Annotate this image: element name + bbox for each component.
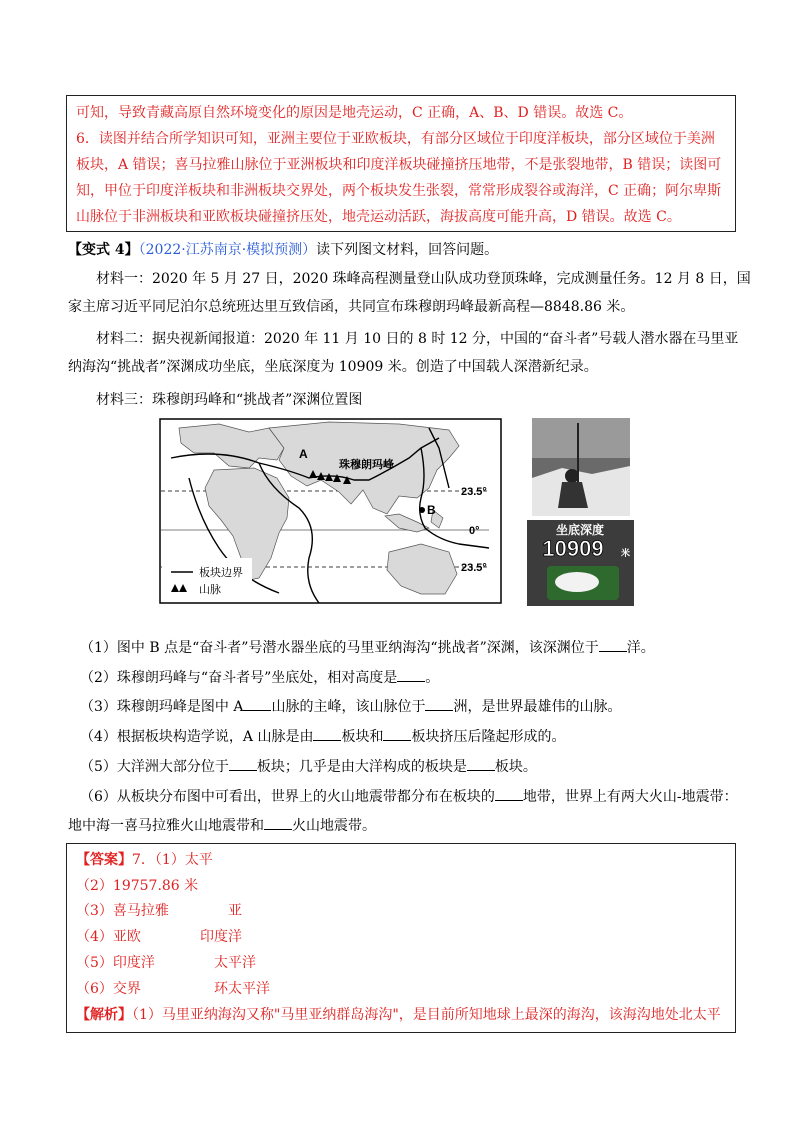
material-one-line-2: 家主席习近平同尼泊尔总统班达里互致信函，共同宣布珠穆朗玛峰最新高程—8848.86 米。 (68, 299, 635, 315)
answer-blank[interactable] (264, 815, 292, 830)
q1-text: （1）图中 B 点是“奋斗者”号潜水器坐底的马里亚纳海沟“挑战者”深渊，该深渊位于 (80, 640, 599, 656)
sub-question-6 (80, 786, 738, 807)
prev-answer-line: 知，甲位于印度洋板块和非洲板块交界处，两个板块发生张裂，常常形成裂谷或海洋，C 正确；阿尔卑斯 (76, 183, 722, 199)
answer-4b: 印度洋 (200, 929, 242, 945)
answer-blank[interactable] (313, 726, 341, 741)
answer-blank[interactable] (425, 696, 453, 711)
answer-1: 7．（1）太平 (132, 852, 213, 868)
depth-photo (527, 520, 634, 606)
prev-answer-line: 6．读图并结合所学知识可知，亚洲主要位于亚欧板块，有部分区域位于印度洋板块，部分区域位于美洲 (76, 131, 715, 147)
answer-blank[interactable] (243, 696, 271, 711)
answer-blank[interactable] (495, 786, 523, 801)
answer-label: 【答案】 (76, 852, 132, 868)
material-three-title: 材料三：珠穆朗玛峰和“挑战者”深渊位置图 (96, 392, 363, 408)
sub-question-1 (80, 637, 655, 658)
legend-boundary-label: 板块边界 (199, 566, 243, 579)
depth-unit: 米 (621, 549, 631, 559)
q4-text-end: 板块挤压后隆起形成的。 (411, 729, 566, 745)
label-peak: 珠穆朗玛峰 (339, 458, 394, 471)
q6-text: （6）从板块分布图中可看出，世界上的火山地震带都分布在板块的 (80, 789, 495, 805)
question-label: 【变式 4】 (68, 242, 139, 258)
sub-question-5 (80, 756, 537, 777)
q1-text-end: 洋。 (626, 640, 655, 656)
answer-3b: 亚 (228, 903, 242, 919)
prev-answer-line: 可知，导致青藏高原自然环境变化的原因是地壳运动，C 正确，A、B、D 错误。故选 C。 (76, 105, 633, 121)
q6-text-mid: 地带，世界上有两大火山-地震带： (522, 789, 738, 805)
sub-question-2 (80, 667, 439, 688)
prev-answer-line: 板块，A 错误；喜马拉雅山脉位于亚洲板块和印度洋板块碰撞挤压地带，不是张裂地带，B 错误；读图可 (76, 157, 722, 173)
answer-4a: （4）亚欧 (76, 929, 141, 945)
q4-text: （4）根据板块构造学说，A 山脉是由 (80, 729, 314, 745)
answer-row-6 (76, 979, 270, 999)
sub-question-3 (80, 696, 621, 717)
q6-text-cont: 地中海一喜马拉雅火山地震带和 (68, 818, 264, 834)
sub-question-4 (80, 726, 565, 747)
material-one-line-1: 材料一：2020 年 5 月 27 日，2020 珠峰高程测量登山队成功登顶珠峰，完成测量任务。12 月 8 日，国 (96, 271, 751, 287)
answer-blank[interactable] (397, 667, 425, 682)
q4-text-mid: 板块和 (341, 729, 384, 745)
q3-text-end: 洲，是世界最雄伟的山脉。 (453, 699, 622, 715)
question-header (68, 240, 498, 260)
lat-north-label: 23.5° (461, 486, 487, 498)
answer-5b: 太平洋 (214, 955, 256, 971)
sub-question-6-cont (68, 815, 376, 836)
lat-south-label: 23.5° (461, 562, 487, 574)
answer-blank[interactable] (383, 726, 411, 741)
material-two-line-2: 纳海沟“挑战者”深渊成功坐底，坐底深度为 10909 米。创造了中国载人深潜新纪录。 (68, 359, 598, 375)
answer-blank[interactable] (467, 756, 495, 771)
previous-answer-box (66, 95, 736, 232)
answer-5a: （5）印度洋 (76, 955, 155, 971)
q5-text-end: 板块。 (494, 759, 537, 775)
answer-box (66, 843, 736, 1033)
question-instruction: 读下列图文材料，回答问题。 (316, 242, 499, 258)
answer-row-3 (76, 901, 242, 921)
analysis-text: （1）马里亚纳海沟又称"马里亚纳群岛海沟"，是目前所知地球上最深的海沟，该海沟地处北太平 (132, 1007, 721, 1023)
answer-row-4 (76, 927, 242, 947)
answer-6a: （6）交界 (76, 981, 141, 997)
answer-row-2: （2）19757.86 米 (76, 878, 199, 894)
answer-blank[interactable] (229, 756, 257, 771)
plate-map (159, 418, 502, 604)
material-two-line-1: 材料二：据央视新闻报道：2020 年 11 月 10 日的 8 时 12 分，中国的“奋斗者”号载人潜水器在马里亚 (96, 331, 739, 347)
q5-text-mid: 板块；几乎是由大洋构成的板块是 (256, 759, 467, 775)
q5-text: （5）大洋洲大部分位于 (80, 759, 229, 775)
q3-text-mid: 山脉的主峰，该山脉位于 (271, 699, 426, 715)
q2-text-end: 。 (425, 670, 440, 686)
label-b: B (427, 503, 436, 517)
q3-text: （3）珠穆朗玛峰是图中 A (80, 699, 244, 715)
q6-text-end: 火山地震带。 (292, 818, 376, 834)
answer-6b: 环太平洋 (214, 981, 270, 997)
lat-equator-label: 0° (469, 525, 480, 537)
answer-row-1 (76, 850, 213, 870)
analysis-label: 【解析】 (76, 1007, 132, 1023)
summit-photo (532, 418, 630, 516)
prev-answer-line: 山脉位于非洲板块和亚欧板块碰撞挤压处，地壳运动活跃，海拔高度可能升高，D 错误。故选 C。 (76, 209, 681, 225)
point-b-marker (419, 507, 425, 513)
depth-title: 坐底深度 (555, 523, 605, 537)
q2-text: （2）珠穆朗玛峰与“奋斗者号”坐底处，相对高度是 (80, 670, 398, 686)
answer-row-5 (76, 953, 256, 973)
analysis-row (76, 1005, 721, 1025)
answer-blank[interactable] (599, 637, 627, 652)
label-a: A (299, 447, 308, 461)
depth-value: 10909 (542, 536, 604, 561)
legend-mountain-label: 山脉 (199, 583, 221, 596)
answer-3a: （3）喜马拉雅 (76, 903, 169, 919)
question-source: （2022·江苏南京·模拟预测） (138, 242, 317, 258)
